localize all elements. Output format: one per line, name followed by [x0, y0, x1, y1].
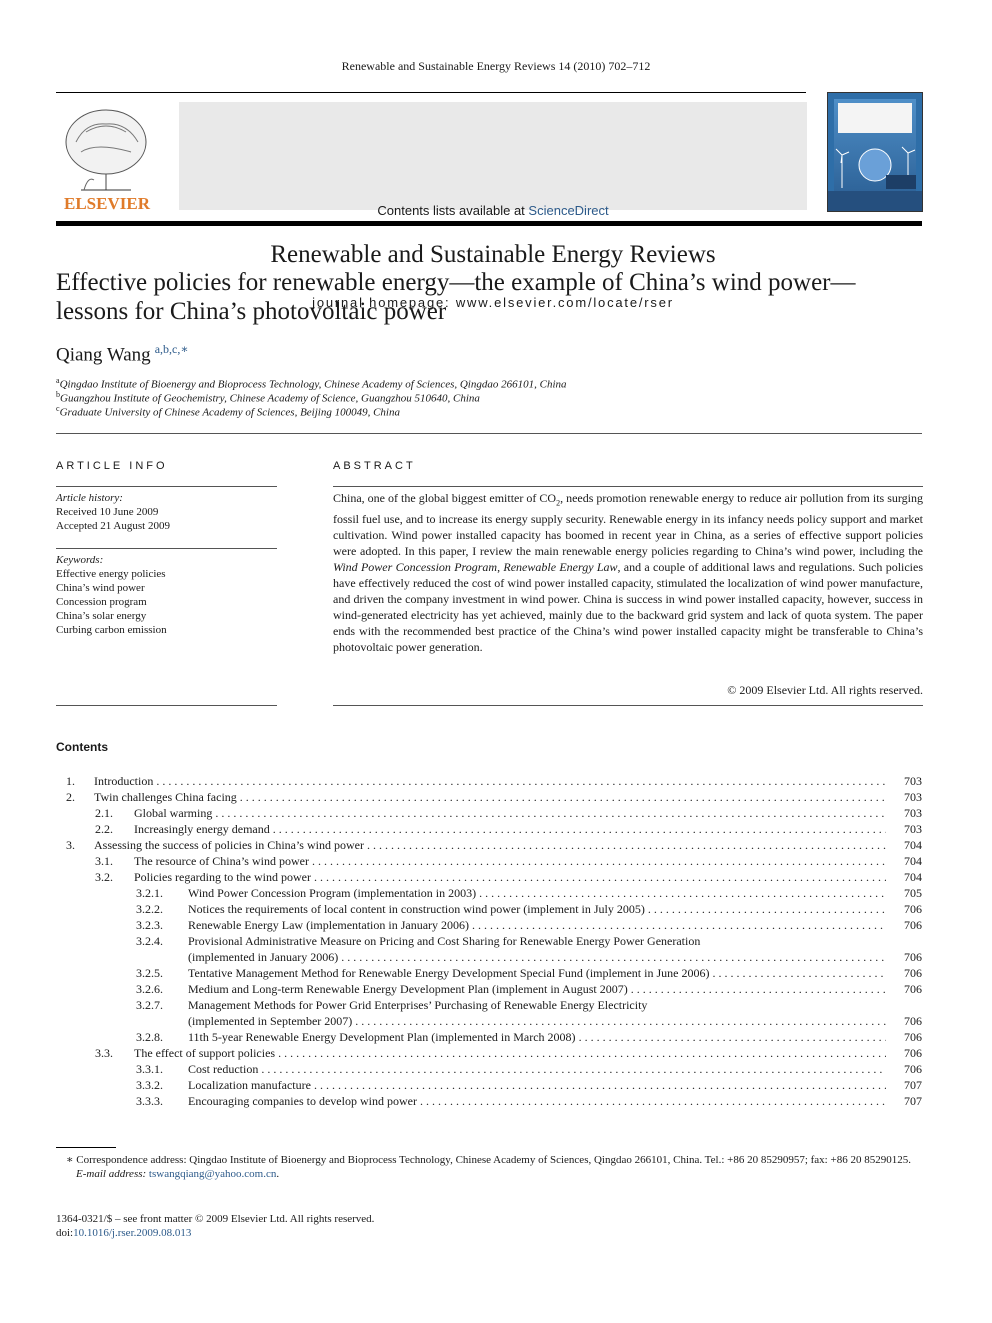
author-name[interactable]: Qiang Wang: [56, 344, 151, 366]
elsevier-logo[interactable]: [56, 102, 158, 212]
article-info-rule: [56, 486, 277, 487]
front-matter: [56, 1212, 374, 1240]
toc-entry[interactable]: 3.2.2. Notices the requirements of local content in construction wind power (implement in July 2005) . . . 706: [56, 901, 922, 917]
keyword: China’s solar energy: [56, 610, 147, 622]
sciencedirect-link[interactable]: ScienceDirect: [528, 203, 609, 218]
article-info-heading: ARTICLE INFO: [56, 460, 168, 472]
article-title: Effective policies for renewable energy—the example of China’s wind power—lessons for China’s photovoltaic power: [56, 269, 856, 325]
received-date: Received 10 June 2009: [56, 506, 159, 518]
toc-entry[interactable]: 3.3.2. Localization manufacture . . . 707: [56, 1077, 922, 1093]
abstract-copyright: © 2009 Elsevier Ltd. All rights reserved.: [727, 683, 923, 697]
affiliation-divider: [56, 433, 922, 434]
toc-entry[interactable]: 3.3.1. Cost reduction . . . 706: [56, 1061, 922, 1077]
issn-line: 1364-0321/$ – see front matter © 2009 Elsevier Ltd. All rights reserved.: [56, 1213, 375, 1225]
correspondence-address: Correspondence address: Qingdao Institute of Bioenergy and Bioprocess Technology, Chinese Academy of Sciences, Qingdao 266101, China. Tel.: +86 20 85290957; fax: +86 20 85290125.: [76, 1154, 911, 1166]
header-rule: [56, 92, 806, 93]
journal-title: Renewable and Sustainable Energy Reviews: [270, 241, 716, 268]
toc-entry[interactable]: 3.2. Policies regarding to the wind power . . . 704: [56, 869, 922, 885]
toc-entry[interactable]: 3.2.3. Renewable Energy Law (implementation in January 2006) . . . 706: [56, 917, 922, 933]
toc-entry[interactable]: 3.2.5. Tentative Management Method for Renewable Energy Development Special Fund (implement in June 2006) . . . 706: [56, 965, 922, 981]
toc-entry[interactable]: 2.2. Increasingly energy demand . . . 703: [56, 821, 922, 837]
article-info-bottom-rule: [56, 705, 277, 706]
contents-heading: Contents: [56, 740, 108, 754]
masthead-divider: [56, 221, 922, 226]
toc-entry[interactable]: 3.3. The effect of support policies . . . 706: [56, 1045, 922, 1061]
abstract-bottom-rule: [333, 705, 923, 706]
article-history: [56, 491, 277, 533]
contents-prefix: Contents lists available at: [377, 203, 525, 218]
journal-cover-thumbnail[interactable]: [827, 92, 923, 212]
keyword: China’s wind power: [56, 582, 145, 594]
toc-entry[interactable]: 3. Assessing the success of policies in China’s wind power . . . 704: [56, 837, 922, 853]
footnote-rule: [56, 1147, 116, 1148]
affiliation-c: $^c$Graduate University of Chinese Academy of Sciences, Beijing 100049, China: [56, 404, 400, 419]
doi-prefix: doi:: [56, 1227, 74, 1239]
running-head: Renewable and Sustainable Energy Reviews 14 (2010) 702–712: [341, 59, 651, 73]
toc-entry[interactable]: 3.2.4. Provisional Administrative Measure on Pricing and Cost Sharing for Renewable Energy Power Generation (implemented in January 2006) . . . 706: [56, 933, 922, 965]
toc-entry[interactable]: 3.2.8. 11th 5-year Renewable Energy Development Plan (implemented in March 2008) . . . 706: [56, 1029, 922, 1045]
doi-link[interactable]: 10.1016/j.rser.2009.08.013: [73, 1227, 192, 1239]
toc-entry[interactable]: 3.1. The resource of China’s wind power . . . 704: [56, 853, 922, 869]
contents-available: [179, 203, 807, 218]
author-affiliation-marks[interactable]: a,b,c,∗: [154, 342, 189, 356]
keywords-rule: [56, 548, 277, 549]
affiliation-a: $^a$Qingdao Institute of Bioenergy and Bioprocess Technology, Chinese Academy of Sciences, Qingdao 266101, China: [56, 376, 567, 391]
toc-entry[interactable]: 3.2.1. Wind Power Concession Program (implementation in 2003) . . . 705: [56, 885, 922, 901]
publisher-wordmark: ELSEVIER: [64, 194, 150, 212]
affiliation-b: $^b$Guangzhou Institute of Geochemistry, Chinese Academy of Science, Guangzhou 510640, China: [56, 390, 480, 405]
abstract-rule: [333, 486, 923, 487]
cover-art-icon: [828, 93, 922, 211]
toc-entry[interactable]: 3.2.6. Medium and Long-term Renewable Energy Development Plan (implement in August 2007) . . . 706: [56, 981, 922, 997]
keyword: Concession program: [56, 596, 147, 608]
email-label: E-mail address:: [76, 1168, 147, 1180]
toc-entry[interactable]: 3.2.7. Management Methods for Power Grid Enterprises’ Purchasing of Renewable Energy Electricity (implemented in September 2007) . . . 706: [56, 997, 922, 1029]
abstract-text: China, one of the global biggest emitter of $CO_2$, needs promotion renewable energy to reduce air pollution from its surging fossil fuel use, and to increase its energy supply security. Renewable energy in its infancy needs policy support and market cultivation. Wind power installed capacity has boomed in recent year in China, as a series of effective support policies were adopted. In this paper, I review the main renewable energy policies regarding to China’s wind power, including the Wind Power Concession Program, Renewable Energy Law, and a couple of additional laws and regulations. Such policies have effectively reduced the cost of wind power installed capacity, stimulated the localization of wind power manufacture, and driven the company investment in wind power. China is success in wind power installed capacity, however, success in wind-generated electricity has yet achieved, mainly due to the backward grid system and lack of quota system. The paper ends with the recommended best practice of the China’s wind power installed capacity might be transferable to China’s photovoltaic power generation.: [333, 491, 924, 655]
footnote-mark: ∗: [66, 1154, 74, 1166]
keyword: Curbing carbon emission: [56, 624, 167, 636]
toc-entry[interactable]: 3.3.3. Encouraging companies to develop wind power . . . 707: [56, 1093, 922, 1109]
elsevier-tree-icon: [66, 110, 146, 190]
keywords-label: Keywords:: [56, 554, 104, 566]
toc-entry[interactable]: 1. Introduction . . . 703: [56, 773, 922, 789]
table-of-contents: [56, 773, 922, 1109]
keyword: Effective energy policies: [56, 568, 166, 580]
keywords-block: [56, 553, 277, 637]
correspondence-footnote: ∗ Correspondence address: Qingdao Institute of Bioenergy and Bioprocess Technology, Chinese Academy of Sciences, Qingdao 266101, China. Tel.: +86 20 85290957; fax: +86 20 85290125. E-mail address: tswangqiang@yahoo.com.cn.: [66, 1154, 911, 1180]
journal-homepage[interactable]: journal homepage: www.elsevier.com/locate/rser: [312, 295, 674, 310]
author-line: [56, 342, 189, 366]
toc-entry[interactable]: 2. Twin challenges China facing . . . 703: [56, 789, 922, 805]
accepted-date: Accepted 21 August 2009: [56, 520, 170, 532]
abstract-heading: ABSTRACT: [333, 460, 416, 472]
email-link[interactable]: tswangqiang@yahoo.com.cn: [148, 1168, 277, 1180]
toc-entry[interactable]: 2.1. Global warming . . . 703: [56, 805, 922, 821]
history-label: Article history:: [56, 492, 123, 504]
